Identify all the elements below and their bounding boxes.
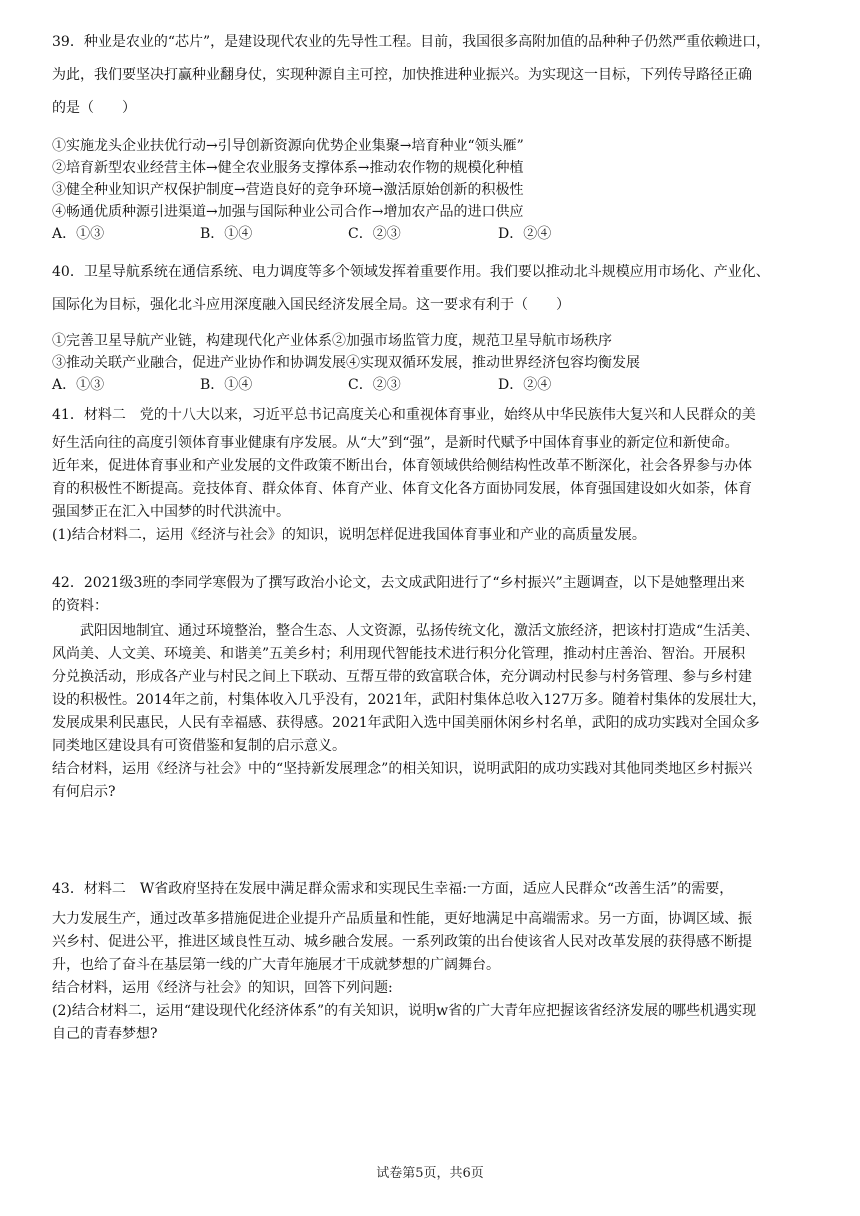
q43-line: 43．材料二 W省政府坚持在发展中满足群众需求和实现民生幸福:一方面，适应人民群众“改善生活”的需要， xyxy=(52,881,734,897)
q39-stem-line: 的是（ ） xyxy=(52,100,136,116)
q40-item: ①完善卫星导航产业链，构建现代化产业体系②加强市场监管力度，规范卫星导航市场秩序 xyxy=(52,333,612,349)
q42-material-line: 设的积极性。2014年之前，村集体收入几乎没有，2021年，武阳村集体总收入127万多。随着村集体的发展壮大， xyxy=(52,692,766,708)
q42-material-line: 分兑换活动，形成各产业与村民之间上下联动、互帮互带的致富联合体，充分调动村民参与村务管理、参与乡村建 xyxy=(52,669,752,685)
q42-material-line xyxy=(52,620,812,643)
question-39 xyxy=(52,26,812,245)
q39-stem-line: 为此，我们要坚决打赢种业翻身仗，实现种源自主可控，加快推进种业振兴。为实现这一目标，下列传导路径正确 xyxy=(52,67,752,83)
q42-material-text: 武阳因地制宜、通过环境整治，整合生态、人文资源，弘扬传统文化，激活文旅经济，把该村打造成“生活美、 xyxy=(80,623,760,639)
q43-line: 结合材料，运用《经济与社会》的知识，回答下列问题: xyxy=(52,980,393,996)
q41-line: 近年来，促进体育事业和产业发展的文件政策不断出台，体育领域供给侧结构性改革不断深化，社会各界参与办体 xyxy=(52,458,752,474)
q43-line: 大力发展生产，通过改革多措施促进企业提升产品质量和性能，更好地满足中高端需求。另一方面，协调区域、振 xyxy=(52,911,752,927)
question-41 xyxy=(52,400,812,547)
question-42 xyxy=(52,572,812,804)
q42-material-line: 发展成果利民惠民，人民有幸福感、获得感。2021年武阳入选中国美丽休闲乡村名单，武阳的成功实践对全国众多 xyxy=(52,715,760,731)
option-c: C．②③ xyxy=(348,226,401,242)
page-footer: 试卷第5页，共6页 xyxy=(376,1166,484,1181)
option-c: C．②③ xyxy=(348,377,401,393)
q39-item: ①实施龙头企业扶优行动→引导创新资源向优势企业集聚→培育种业“领头雁” xyxy=(52,138,524,154)
q41-line: 育的积极性不断提高。竞技体育、群众体育、体育产业、体育文化各方面协同发展，体育强国建设如火如荼，体育 xyxy=(52,481,752,497)
option-b: B．①④ xyxy=(200,377,253,393)
q39-item: ③健全种业知识产权保护制度→营造良好的竞争环境→激活原始创新的积极性 xyxy=(52,182,524,198)
q42-intro-line: 的资料： xyxy=(52,598,108,614)
q39-options xyxy=(52,223,812,245)
q40-items xyxy=(52,330,812,374)
q43-line: 兴乡村、促进公平，推进区域良性互动、城乡融合发展。一系列政策的出台使该省人民对改革发展的获得感不断提 xyxy=(52,934,752,950)
q42-question-line: 结合材料，运用《经济与社会》中的“坚持新发展理念”的相关知识，说明武阳的成功实践对其他同类地区乡村振兴 xyxy=(52,761,753,777)
option-a: A．①③ xyxy=(52,377,105,393)
q40-item: ③推动关联产业融合，促进产业协作和协调发展④实现双循环发展，推动世界经济包容均衡发展 xyxy=(52,355,640,371)
option-d: D．②④ xyxy=(498,226,552,242)
q39-item: ④畅通优质种源引进渠道→加强与国际种业公司合作→增加农产品的进口供应 xyxy=(52,204,524,220)
q43-line: 升，也给了奋斗在基层第一线的广大青年施展才干成就梦想的广阔舞台。 xyxy=(52,957,500,973)
question-43 xyxy=(52,874,812,1046)
option-b: B．①④ xyxy=(200,226,253,242)
q41-subquestion: (1)结合材料二，运用《经济与社会》的知识，说明怎样促进我国体育事业和产业的高质量发展。 xyxy=(52,527,646,543)
q40-stem-line: 40．卫星导航系统在通信系统、电力调度等多个领域发挥着重要作用。我们要以推动北斗规模应用市场化、产业化、 xyxy=(52,264,770,280)
q39-items xyxy=(52,135,812,223)
q40-stem-line: 国际化为目标，强化北斗应用深度融入国民经济发展全局。这一要求有利于（ ） xyxy=(52,297,570,313)
q41-line: 好生活向往的高度引领体育事业健康有序发展。从“大”到“强”，是新时代赋予中国体育事业的新定位和新使命。 xyxy=(52,435,739,451)
q42-intro-line: 42．2021级3班的李同学寒假为了撰写政治小论文，去文成武阳进行了“乡村振兴”主题调查，以下是她整理出来 xyxy=(52,575,745,591)
q42-material-line: 风尚美、人文美、环境美、和谐美”五美乡村；利用现代智能技术进行积分化管理，推动村庄善治、智治。开展积 xyxy=(52,646,746,662)
q41-line: 41．材料二 党的十八大以来，习近平总书记高度关心和重视体育事业，始终从中华民族伟大复兴和人民群众的美 xyxy=(52,407,756,423)
q42-material-line: 同类地区建设具有可资借鉴和复制的启示意义。 xyxy=(52,738,346,754)
q43-subquestion-line: (2)结合材料二，运用“建设现代化经济体系”的有关知识，说明w省的广大青年应把握该省经济发展的哪些机遇实现 xyxy=(52,1003,757,1019)
q42-question-line: 有何启示? xyxy=(52,784,116,800)
q39-item: ②培育新型农业经营主体→健全农业服务支撑体系→推动农作物的规模化种植 xyxy=(52,160,524,176)
question-40 xyxy=(52,256,812,396)
q41-line: 强国梦正在汇入中国梦的时代洪流中。 xyxy=(52,504,290,520)
option-d: D．②④ xyxy=(498,377,552,393)
option-a: A．①③ xyxy=(52,226,105,242)
q39-stem-line: 39．种业是农业的“芯片”，是建设现代农业的先导性工程。目前，我国很多高附加值的品种种子仍然严重依赖进口， xyxy=(52,34,771,50)
q43-subquestion-line: 自己的青春梦想? xyxy=(52,1026,158,1042)
q40-options xyxy=(52,374,812,396)
